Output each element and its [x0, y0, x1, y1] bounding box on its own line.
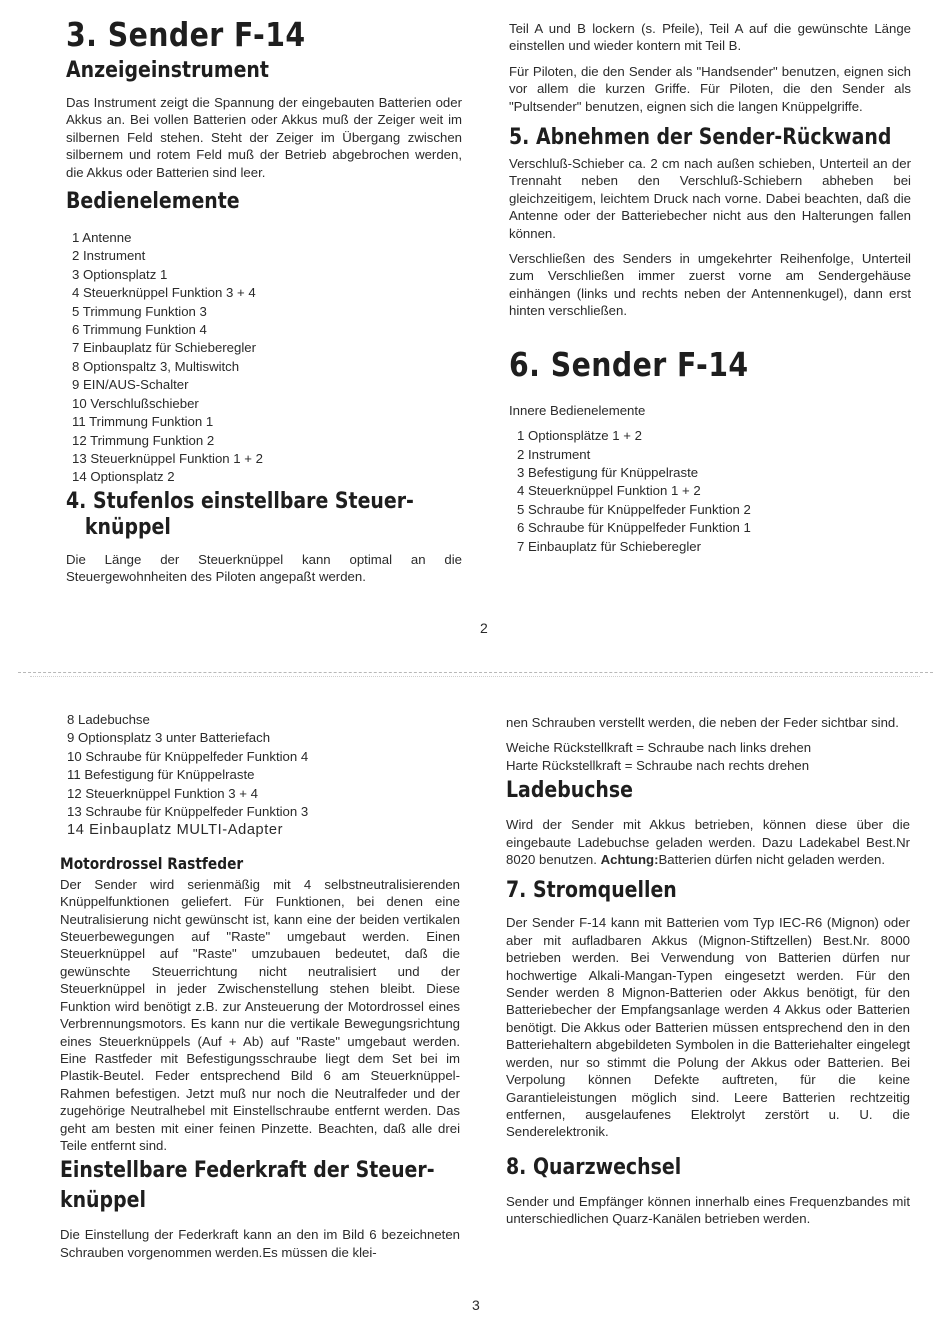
section5-text1: Verschluß-Schieber ca. 2 cm nach außen schieben, Unterteil an der Trennaht neben den Verschluß-Schiebern abheben bei gleichzeitigem, leichtem Druck nach vorne. Dabei beachten, daß die Antenne oder der Batteriebecher nicht aus den Halterungen fallen können.	[509, 156, 911, 241]
page3-left-column	[60, 711, 460, 1269]
harte-line: Harte Rückstellkraft = Schraube nach rechts drehen	[506, 757, 810, 773]
list-item: 6 Schraube für Knüppelfeder Funktion 1	[517, 520, 751, 536]
griffe-text: Für Piloten, die den Sender als "Handsender" benutzen, eignen sich vor allem die kurzen Griffe. Für Piloten, die den Sender als "Pultsender" benutzen, eignen sich die langen Knüppelgriffe.	[509, 63, 911, 114]
section8-title: 8. Quarzwechsel	[506, 1154, 682, 1180]
lade-paragraph	[506, 816, 910, 868]
list-item: 10 Schraube für Knüppelfeder Funktion 4	[67, 748, 309, 764]
lade-text2: Batterien dürfen nicht geladen werden.	[658, 852, 886, 868]
list-item: 9 Optionsplatz 3 unter Batteriefach	[67, 730, 271, 746]
page3-right-column	[506, 714, 910, 1236]
page2-right-column	[509, 20, 911, 556]
anzeige-text: Das Instrument zeigt die Spannung der eingebauten Batterien oder Akkus an. Bei vollen Batterien oder Akkus muß der Zeiger weit im silbernen Feld stehen. Steht der Zeiger im Übergang zwischen silbernem und rotem Feld muß der Betrieb abgebrochen werden, die Akkus oder Batterien sind leer.	[66, 95, 462, 180]
list-item: 1 Antenne	[72, 230, 132, 246]
list-item: 4 Steuerknüppel Funktion 3 + 4	[72, 285, 256, 301]
page-divider-shadow	[30, 676, 920, 677]
bedien-list	[66, 229, 462, 487]
list-item: 3 Befestigung für Knüppelraste	[517, 464, 699, 480]
list-item: 12 Trimmung Funktion 2	[72, 432, 215, 448]
list-item: 14 Einbauplatz MULTI-Adapter	[67, 822, 284, 839]
section5-title: 5. Abnehmen der Sender-Rückwand	[509, 125, 892, 151]
list-item: 9 EIN/AUS-Schalter	[72, 377, 189, 393]
list-item: 14 Optionsplatz 2	[72, 469, 175, 485]
lade-text: Wird der Sender mit Akkus betrieben, können diese über die eingebaute Ladebuchse geladen werden. Dazu Ladekabel Best.Nr 8020 benutzen.	[506, 817, 910, 868]
list-item: 12 Steuerknüppel Funktion 3 + 4	[67, 785, 258, 801]
page2-left-column	[66, 16, 462, 594]
list-item: 6 Trimmung Funktion 4	[72, 322, 207, 338]
section4-text: Die Länge der Steuerknüppel kann optimal an die Steuergewohnheiten des Piloten angepaßt werden.	[66, 551, 462, 585]
motor-text: Der Sender wird serienmäßig mit 4 selbstneutralisierenden Knüppelfunktionen geliefert. Für Funktionen, bei denen eine Neutralisierung nicht gewünscht ist, kann eine der beiden vertikalen Steuerbewegungen auf "Raste" umgebaut werden. Einen Steuerknüppel auf "Raste" umzubauen bedeutet, daß die gewünschte Steuerrichtung nicht neutralisiert und der Steuerknüppel in jeder Zwischenstellung stehen bleibt. Diese Funktion wird benötigt z.B. zur Ansteuerung der Motordrossel eines Verbrennungsmotors. Es kann nur die vertikale Bewegungsrichtung eines Steuerknüppels (Auf + Ab) auf "Raste" umgebaut werden. Eine Rastfeder mit Befestigungsschraube liegt dem Set bei im Plastik-Beutel. Feder entsprechend Bild 6 am Steuerknüppel-Rahmen befestigen. Jetzt muß nur noch die Neutralfeder und der zugehörige Neutralhebel mit Einstellschraube entfernt werden. Das geht am besten mit einer feinen Pinzette. Beachten, daß alle drei Teile entfernt sind.	[60, 876, 460, 1153]
weiche-line: Weiche Rückstellkraft = Schraube nach links drehen	[506, 740, 812, 756]
page-number: 2	[480, 620, 488, 636]
cont-text: nen Schrauben verstellt werden, die neben der Feder sichtbar sind.	[506, 715, 899, 730]
section6-title: 6. Sender F-14	[509, 344, 749, 384]
list-item: 11 Befestigung für Knüppelraste	[67, 767, 255, 783]
list-item: 13 Steuerknüppel Funktion 1 + 2	[72, 450, 263, 466]
section7-text: Der Sender F-14 kann mit Batterien vom Typ IEC-R6 (Mignon) oder aber mit aufladbaren Akkus (Mignon-Stiftzellen) Best.Nr. 8000 betrieben werden. Bei Verwendung von Batterien dürfen nur hochwertige Alkali-Mangan-Typen eingesetzt werden. Für den Sender werden 8 Mignon-Batterien oder Akkus benötigt, für den Batteriebecher der Empfangsanlage werden 4 Akkus oder Batterien benötigt. Die Akkus oder Batterien müssen entsprechend den in den Batteriehaltern abgebildeten Symbolen in die Batteriehalter eingelegt werden, nur so stimmt die Polung der Akkus oder Batterien. Bei Verpolung können Defekte auftreten, für die keine Garantieleistungen möglich sind. Leere Batterien rechtzeitig entfernen, ausgelaufenes Elektrolyt zerstört u. U. die Senderelektronik.	[506, 915, 910, 1140]
list-item: 5 Schraube für Knüppelfeder Funktion 2	[517, 501, 751, 517]
feder-title-line2: knüppel	[60, 1188, 146, 1214]
list-item: 7 Einbauplatz für Schieberegler	[517, 538, 702, 554]
section8-text: Sender und Empfänger können innerhalb eines Frequenzbandes mit unterschiedlichen Quarz-Kanälen betrieben werden.	[506, 1193, 910, 1227]
list-item: 8 Ladebuchse	[67, 712, 150, 727]
list-item: 5 Trimmung Funktion 3	[72, 303, 207, 319]
section3-title: 3. Sender F-14	[66, 15, 306, 54]
anzeige-title: Anzeigeinstrument	[66, 58, 269, 83]
list-item: 1 Optionsplätze 1 + 2	[517, 428, 642, 444]
lade-title: Ladebuchse	[506, 778, 633, 804]
cont-list	[60, 711, 460, 840]
section4-title-line1: 4. Stufenlos einstellbare Steuer-	[66, 488, 414, 514]
motor-title: Motordrossel Rastfeder	[60, 853, 244, 873]
list-item: 11 Trimmung Funktion 1	[72, 414, 214, 430]
bedien-title: Bedienelemente	[66, 189, 240, 215]
list-item: 2 Instrument	[72, 248, 146, 264]
section7-title: 7. Stromquellen	[506, 878, 677, 904]
section6-subtitle: Innere Bedienelemente	[509, 402, 646, 418]
section5-text2: Verschließen des Senders in umgekehrter Reihenfolge, Unterteil zum Verschließen immer zuerst vorne am Sendergehäuse einhängen (links und rechts neben der Antennenkugel), dann erst hinten verschließen.	[509, 251, 911, 319]
section4-title-line2: knüppel	[84, 514, 171, 540]
right-intro-text: Teil A und B lockern (s. Pfeile), Teil A auf die gewünschte Länge einstellen und wieder kontern mit Teil B.	[509, 21, 911, 54]
list-item: 7 Einbauplatz für Schieberegler	[72, 340, 257, 356]
list-item: 10 Verschlußschieber	[72, 395, 199, 411]
list-item: 2 Instrument	[517, 446, 591, 462]
list-item: 13 Schraube für Knüppelfeder Funktion 3	[67, 804, 309, 820]
list-item: 4 Steuerknüppel Funktion 1 + 2	[517, 483, 701, 499]
feder-text: Die Einstellung der Federkraft kann an den im Bild 6 bezeichneten Schrauben vorgenommen werden.Es müssen die klei-	[60, 1227, 460, 1260]
feder-title-line1: Einstellbare Federkraft der Steuer-	[60, 1158, 435, 1184]
list-item: 8 Optionspaltz 3, Multiswitch	[72, 358, 240, 374]
lade-achtung: Achtung:	[600, 852, 659, 868]
page-divider	[18, 672, 933, 673]
list-item: 3 Optionsplatz 1	[72, 266, 168, 282]
innere-list	[509, 427, 911, 556]
page-number: 3	[472, 1297, 480, 1313]
